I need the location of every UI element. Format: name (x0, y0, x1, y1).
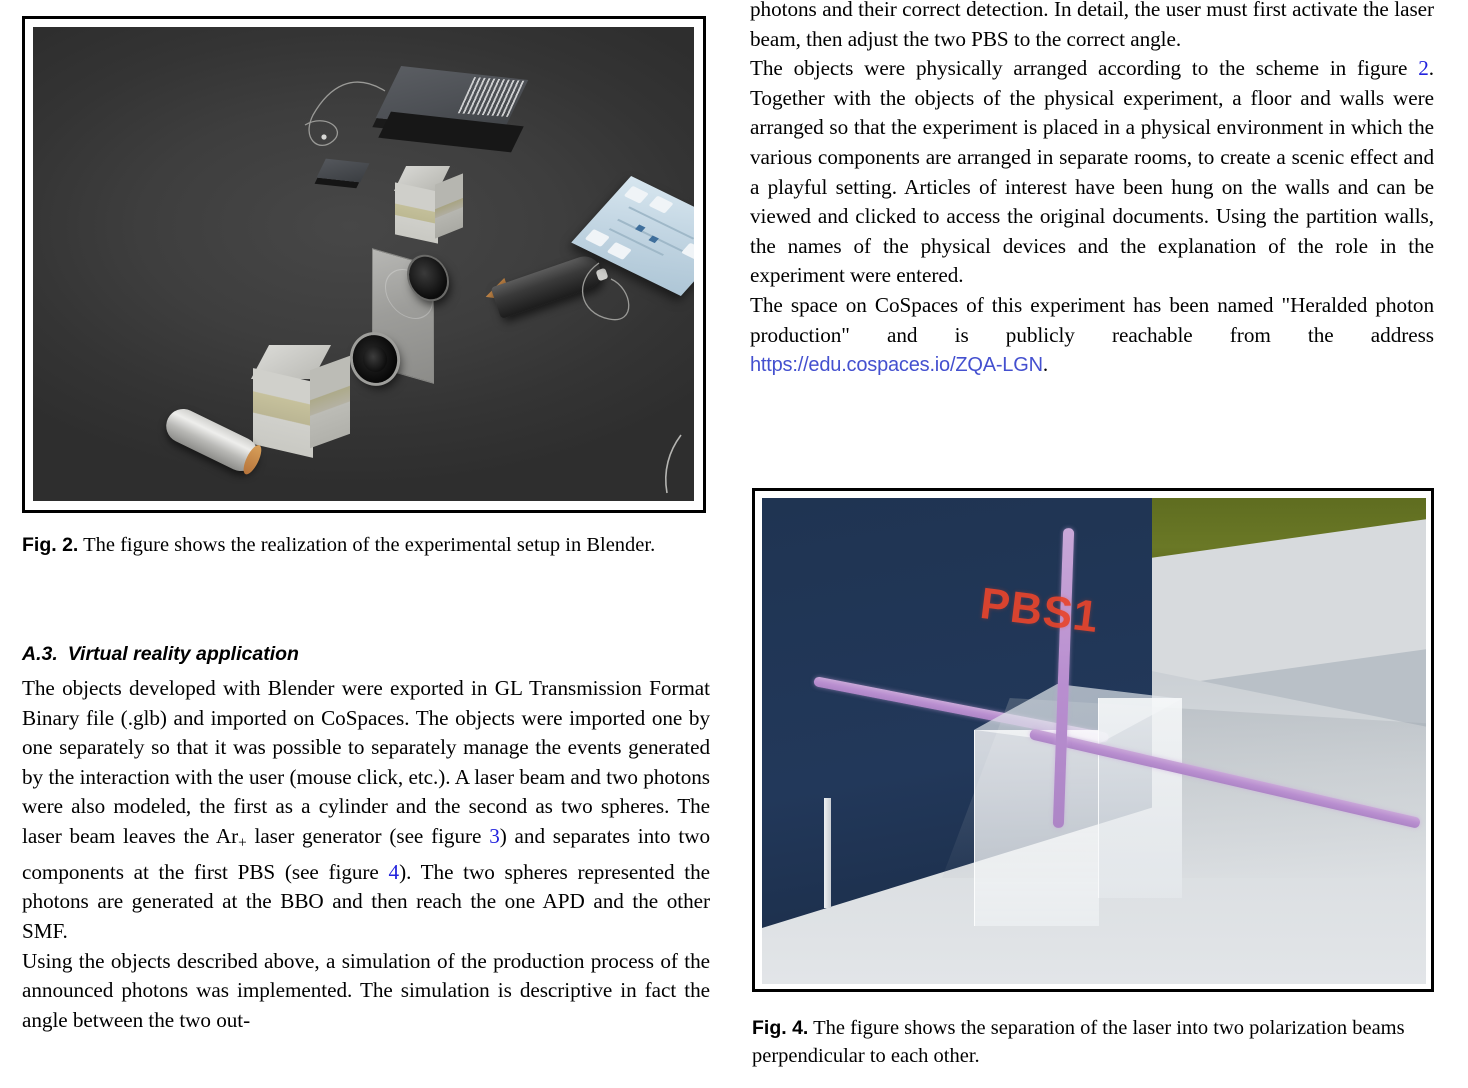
ar-plus-subscript: + (238, 834, 247, 852)
figure-4-caption-text: The figure shows the separation of the laser into two polarization beams perpendicular to each other. (752, 1017, 1405, 1067)
figure-2-image (33, 27, 694, 501)
left-paragraph-1 (22, 674, 710, 947)
figure-2-caption-text: The figure shows the realization of the experimental setup in Blender. (83, 534, 656, 556)
right-paragraph-2 (750, 54, 1434, 291)
left-paragraph-2: Using the objects described above, a simulation of the production process of the announced photons was implemented. The simulation is descriptive in fact the angle between the two out- (22, 948, 710, 1032)
right-paragraph-1: photons and their correct detection. In detail, the user must first activate the laser beam, then adjust the two PBS to the correct angle. (750, 0, 1434, 51)
figure-2-caption (22, 531, 682, 559)
right-column-text (750, 0, 1434, 381)
right-p2-part1: The objects were physically arranged according to the scheme in figure (750, 56, 1419, 81)
figure-4-image (762, 498, 1426, 984)
section-number: A.3. (22, 643, 58, 665)
pbs-cube-right-face (1098, 698, 1182, 898)
figure-reference-4[interactable]: 4 (388, 859, 400, 884)
figure-reference-3[interactable]: 3 (489, 823, 500, 848)
figure-2-caption-label: Fig. 2. (22, 534, 79, 556)
pbs-cube-3d[interactable] (974, 684, 1182, 934)
left-p1-part2: laser generator (see figure (246, 823, 490, 848)
white-post (824, 798, 831, 908)
left-column-text (22, 674, 710, 1035)
right-p3-part1: The space on CoSpaces of this experiment has been named "Heralded photon production" and is publicly reachable from the address (750, 292, 1434, 347)
right-p3-part2: . (1042, 352, 1049, 377)
pbs1-label: PBS1 (977, 578, 1102, 643)
section-title: Virtual reality application (67, 643, 299, 665)
left-p1-part1: The objects developed with Blender were exported in GL Transmission Format Binary file (.glb) and imported on CoSpaces. The objects were imported one by one separately so that it was possible to separately manage the events generated by the interaction with the user (mouse click, etc.). A laser beam and two photons were also modeled, the first as a cylinder and the second as two spheres. The laser beam leaves the Ar (22, 676, 710, 848)
figure-reference-2[interactable]: 2 (1418, 56, 1429, 81)
left-p1-part3: ) and separates into two components at the first PBS (see figure (22, 823, 710, 884)
cospaces-url-link[interactable]: https://edu.cospaces.io/ZQA-LGN (750, 354, 1043, 377)
section-heading (22, 643, 299, 666)
right-paragraph-3 (750, 291, 1434, 381)
pbs-cube-front-face (974, 730, 1099, 926)
figure-2-frame (22, 16, 706, 513)
figure-4-frame (752, 488, 1434, 992)
figure-4-caption (752, 1014, 1424, 1070)
figure-4-caption-label: Fig. 4. (752, 1017, 809, 1039)
right-p2-part2: . Together with the objects of the physical experiment, a floor and walls were arranged so that the experiment is placed in a physical environment in which the various components are arranged in separate rooms, to create a scenic effect and a playful setting. Articles of interest have been hung on the walls and can be viewed and clicked to access the original documents. Using the partition walls, the names of the physical devices and the explanation of the role in the experiment were entered. (750, 56, 1434, 288)
pbs-cube-vertical-edge (1098, 698, 1099, 898)
left-p1-part4: ). The two spheres represented the photons are generated at the BBO and then reach the one APD and the other SMF. (22, 859, 710, 944)
connection-wires (33, 27, 694, 501)
